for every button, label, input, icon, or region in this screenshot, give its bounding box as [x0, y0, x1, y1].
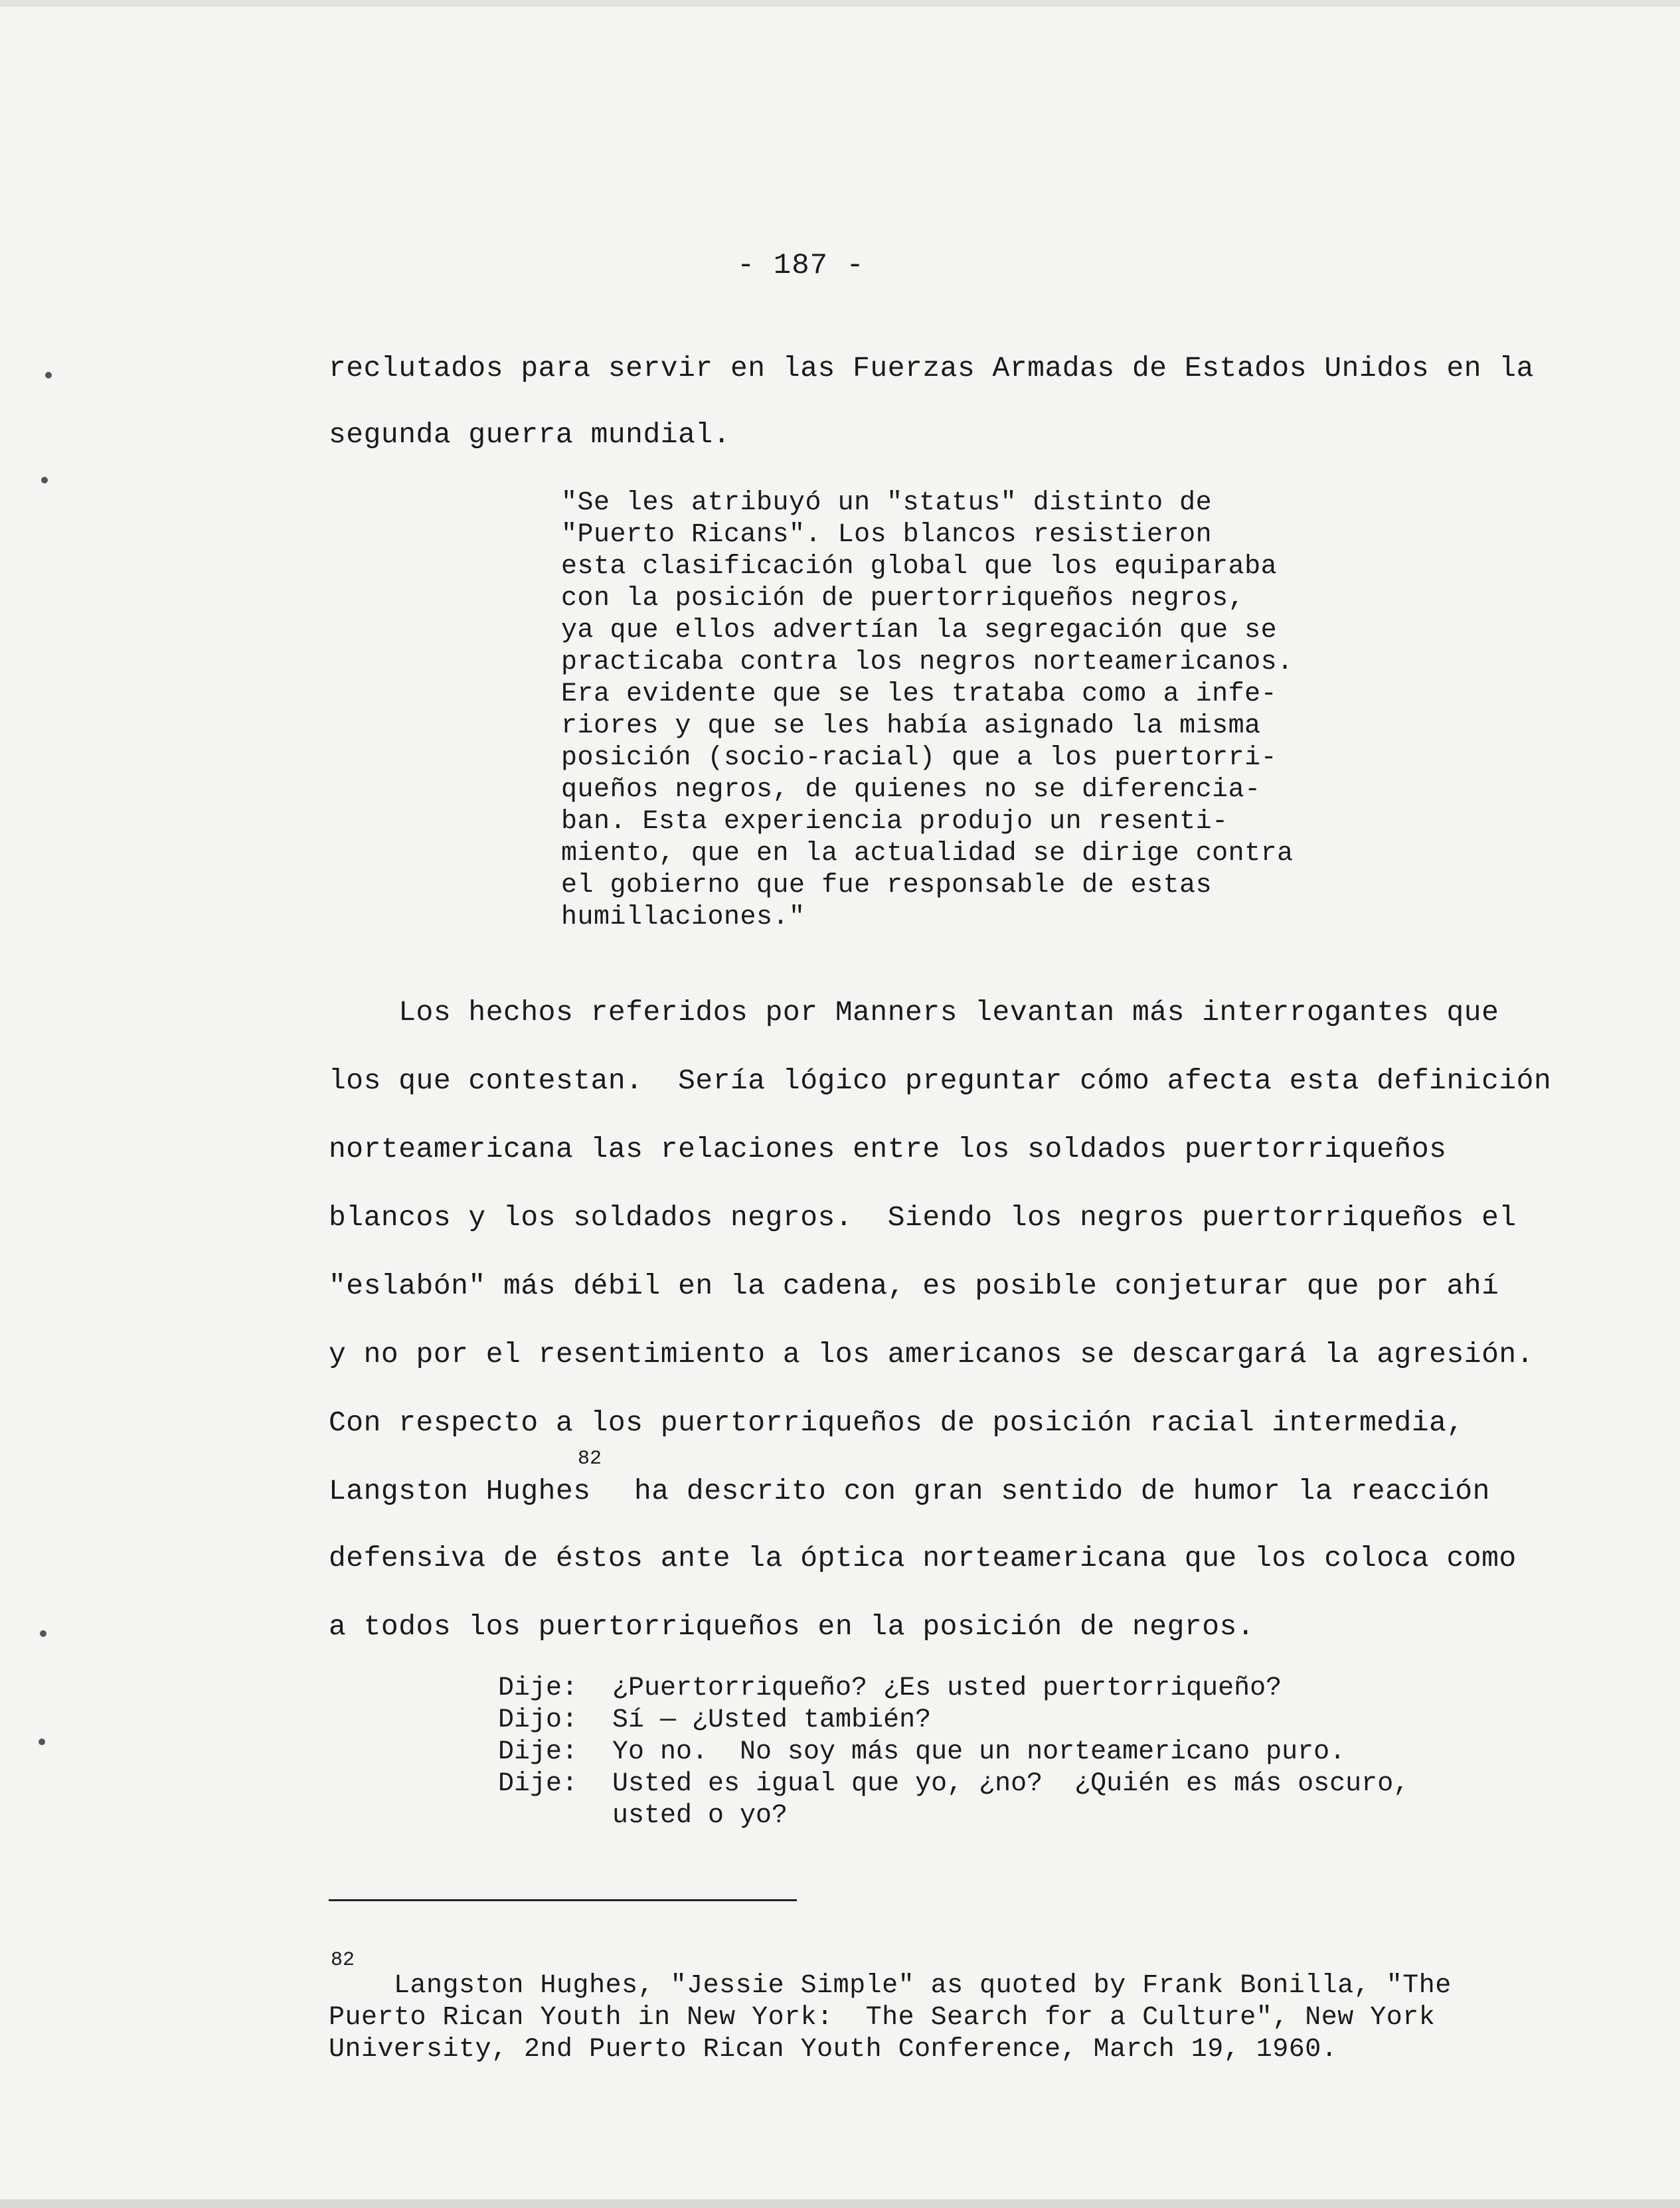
footnote-number: 82 [331, 1949, 355, 1972]
quote-line: ban. Esta experiencia produjo un resenti- [561, 807, 1228, 837]
body-line: blancos y los soldados negros. Siendo los negros puertorriqueños el [329, 1201, 1517, 1234]
dialogue-text: usted o yo? [612, 1801, 788, 1831]
margin-mark [45, 372, 52, 379]
body-line: Con respecto a los puertorriqueños de posición racial intermedia, [329, 1406, 1464, 1439]
quote-line: humillaciones." [561, 902, 805, 932]
dialogue-text: Usted es igual que yo, ¿no? ¿Quién es más oscuro, [612, 1769, 1410, 1799]
body-line: norteamericana las relaciones entre los soldados puertorriqueños [329, 1133, 1447, 1165]
body-line: defensiva de éstos ante la óptica norteamericana que los coloca como [329, 1542, 1517, 1574]
dialogue-text: Sí — ¿Usted también? [612, 1705, 932, 1735]
body-line: y no por el resentimiento a los americanos se descargará la agresión. [329, 1338, 1534, 1371]
page-number: - 187 - [737, 249, 865, 282]
quote-line: practicaba contra los negros norteamericanos. [561, 647, 1294, 677]
body-line: a todos los puertorriqueños en la posición de negros. [329, 1610, 1255, 1643]
dialogue-speaker: Dije: [498, 1737, 578, 1767]
body-line-hughes-rest: ha descrito con gran sentido de humor la reacción [634, 1475, 1490, 1507]
quote-line: con la posición de puertorriqueños negros, [561, 584, 1245, 614]
margin-mark [39, 1739, 45, 1745]
body-line: los que contestan. Sería lógico preguntar cómo afecta esta definición [329, 1064, 1552, 1097]
body-line: Los hechos referidos por Manners levantan más interrogantes que [329, 996, 1499, 1029]
dialogue-speaker: Dije: [498, 1769, 578, 1799]
footnote-line: Langston Hughes, "Jessie Simple" as quoted by Frank Bonilla, "The [329, 1971, 1452, 2001]
quote-line: "Puerto Ricans". Los blancos resistieron [561, 520, 1213, 550]
body-line: "eslabón" más débil en la cadena, es posible conjeturar que por ahí [329, 1270, 1499, 1302]
dialogue-speaker: Dije: [498, 1673, 578, 1703]
footnote-reference: 82 [578, 1448, 602, 1470]
footnote-line: Puerto Rican Youth in New York: The Search for a Culture", New York [329, 2003, 1436, 2033]
dialogue-text: Yo no. No soy más que un norteamericano puro. [612, 1737, 1346, 1767]
quote-line: el gobierno que fue responsable de estas [561, 871, 1213, 900]
body-intro-line: reclutados para servir en las Fuerzas Armadas de Estados Unidos en la [329, 352, 1534, 384]
footnote-line: University, 2nd Puerto Rican Youth Conference, March 19, 1960. [329, 2035, 1338, 2065]
margin-mark [40, 1630, 46, 1637]
body-intro-line: segunda guerra mundial. [329, 418, 730, 451]
quote-line: posición (socio-racial) que a los puertorri- [561, 743, 1278, 773]
quote-line: riores y que se les había asignado la misma [561, 711, 1261, 741]
quote-line: Era evidente que se les trataba como a infe- [561, 679, 1278, 709]
margin-mark [41, 477, 48, 483]
quote-line: "Se les atribuyó un "status" distinto de [561, 488, 1213, 518]
scan-bottom-edge [0, 2199, 1680, 2208]
dialogue-text: ¿Puertorriqueño? ¿Es usted puertorriqueño? [612, 1673, 1282, 1703]
dialogue-speaker: Dijo: [498, 1705, 578, 1735]
body-line-hughes: Langston Hughes [329, 1475, 591, 1507]
quote-line: esta clasificación global que los equiparaba [561, 552, 1278, 582]
footnote-separator [329, 1899, 797, 1901]
quote-line: ya que ellos advertían la segregación que se [561, 616, 1278, 645]
quote-line: miento, que en la actualidad se dirige contra [561, 839, 1294, 869]
scan-top-edge [0, 0, 1680, 7]
quote-line: queños negros, de quienes no se diferencia- [561, 775, 1261, 805]
